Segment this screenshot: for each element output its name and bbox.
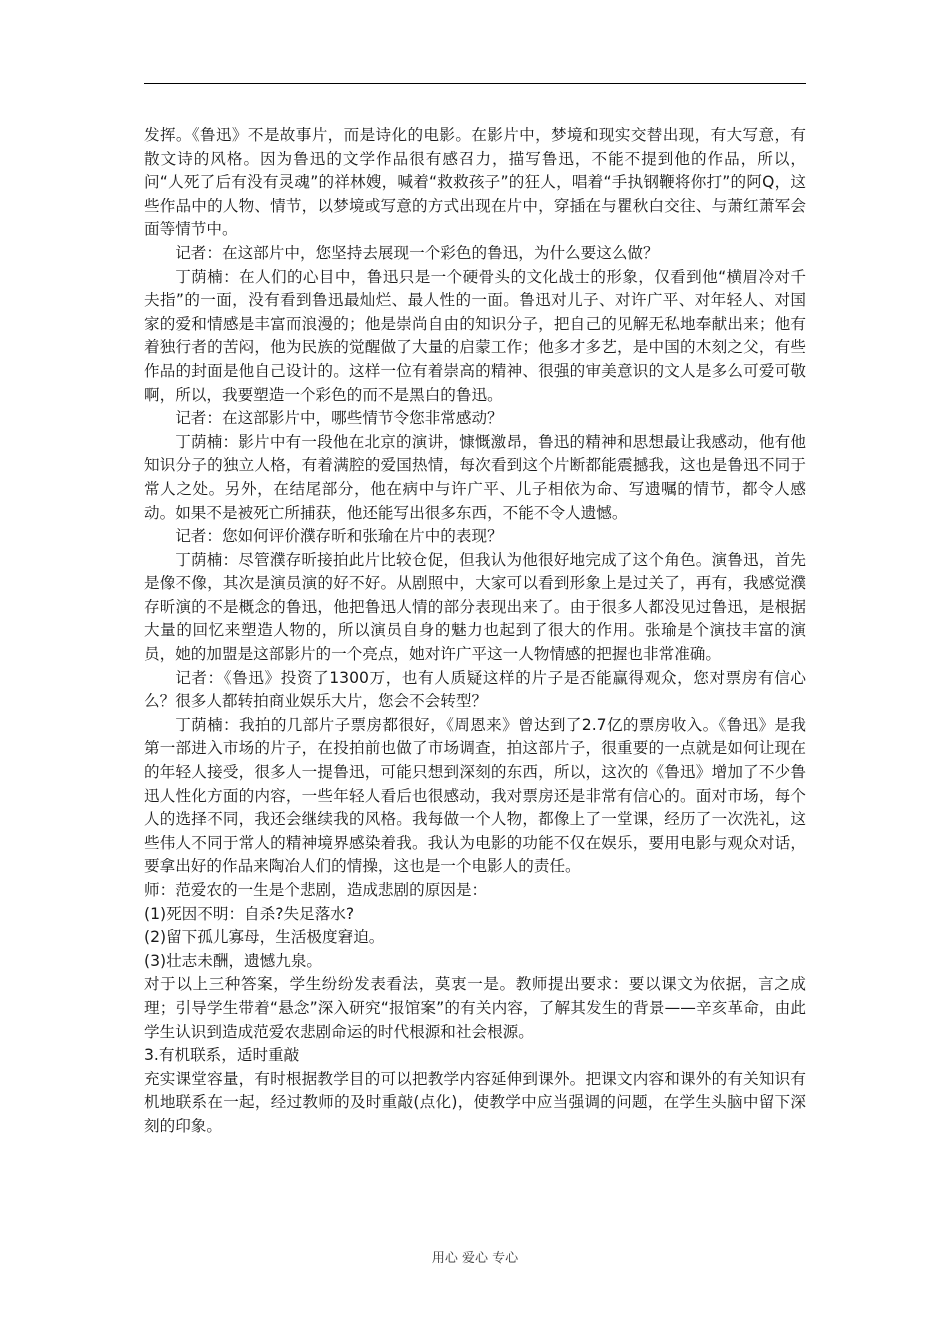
paragraph: 记者：在这部影片中，哪些情节令您非常感动？ (175, 409, 503, 428)
section-heading: 3.有机联系，适时重敲 (144, 1046, 300, 1065)
list-item: (3)壮志未酬，遗憾九泉。 (144, 951, 323, 970)
paragraph: 记者：《鲁迅》投资了1300万，也有人质疑这样的片子是否能赢得观众，您对票房有信心么？很多人都转拍商业娱乐大片，您会不会转型？ (144, 668, 806, 711)
paragraph: 记者：您如何评价濮存昕和张瑜在片中的表现？ (175, 527, 503, 546)
list-item: (2)留下孤儿寡母，生活极度窘迫。 (144, 928, 385, 947)
paragraph: 充实课堂容量，有时根据教学目的可以把教学内容延伸到课外。把课文内容和课外的有关知识有机地联系在一起，经过教师的及时重敲(点化)，使教学中应当强调的问题，在学生头脑中留下深刻的印象。 (144, 1069, 806, 1135)
paragraph: 丁荫楠：尽管濮存昕接拍此片比较仓促，但我认为他很好地完成了这个角色。演鲁迅，首先是像不像，其次是演员演的好不好。从剧照中，大家可以看到形象上是过关了，再有，我感觉濮存昕演的不是概念的鲁迅，他把鲁迅人情的部分表现出来了。由于很多人都没见过鲁迅，是根据大量的回忆来塑造人物的，所以演员自身的魅力也起到了很大的作用。张瑜是个演技丰富的演员，她的加盟是这部影片的一个亮点，她对许广平这一人物情感的把握也非常准确。 (144, 550, 806, 664)
paragraph: 丁荫楠：影片中有一段他在北京的演讲，慷慨激昂，鲁迅的精神和思想最让我感动，他有他知识分子的独立人格，有着满腔的爱国热情，每次看到这个片断都能震撼我，这也是鲁迅不同于常人之处。另外，在结尾部分，他在病中与许广平、儿子相依为命、写遗嘱的情节，都令人感动。如果不是被死亡所捕获，他还能写出很多东西，不能不令人遗憾。 (144, 432, 806, 522)
header-rule (144, 83, 806, 84)
paragraph: 师：范爱农的一生是个悲剧，造成悲剧的原因是： (144, 881, 488, 899)
paragraph: 丁荫楠：我拍的几部片子票房都很好，《周恩来》曾达到了2.7亿的票房收入。《鲁迅》是我第一部进入市场的片子，在投拍前也做了市场调查，拍这部片子，很重要的一点就是如何让现在的年轻人接受，很多人一提鲁迅，可能只想到深刻的东西，所以，这次的《鲁迅》增加了不少鲁迅人性化方面的内容，一些年轻人看后也很感动，我对票房还是非常有信心的。面对市场，每个人的选择不同，我还会继续我的风格。我每做一个人物，都像上了一堂课，经历了一次洗礼，这些伟人不同于常人的精神境界感染着我。我认为电影的功能不仅在娱乐，要用电影与观众对话，要拿出好的作品来陶冶人们的情操，这也是一个电影人的责任。 (144, 715, 806, 876)
paragraph: 丁荫楠：在人们的心目中，鲁迅只是一个硬骨头的文化战士的形象，仅看到他“横眉冷对千夫指”的一面，没有看到鲁迅最灿烂、最人性的一面。鲁迅对儿子、对许广平、对年轻人、对国家的爱和情感是丰富而浪漫的；他是崇尚自由的知识分子，把自己的见解无私地奉献出来；他有着独行者的苦闷，他为民族的觉醒做了大量的启蒙工作；他多才多艺，是中国的木刻之父，有些作品的封面是他自己设计的。这样一位有着崇高的精神、很强的审美意识的文人是多么可爱可敬啊，所以，我要塑造一个彩色的而不是黑白的鲁迅。 (144, 267, 806, 404)
paragraph: 发挥。《鲁迅》不是故事片，而是诗化的电影。在影片中，梦境和现实交替出现，有大写意，有散文诗的风格。因为鲁迅的文学作品很有感召力，描写鲁迅，不能不提到他的作品，所以，问“人死了后有没有灵魂”的祥林嫂，喊着“救救孩子”的狂人，唱着“手执钢鞭将你打”的阿Q，这些作品中的人物、情节，以梦境或写意的方式出现在片中，穿插在与瞿秋白交往、与萧红萧军会面等情节中。 (144, 126, 806, 239)
document-body (144, 124, 806, 1139)
paragraph: 对于以上三种答案，学生纷纷发表看法，莫衷一是。教师提出要求：要以课文为依据，言之成理；引导学生带着“悬念”深入研究“报馆案”的有关内容，了解其发生的背景——辛亥革命，由此学生认识到造成范爱农悲剧命运的时代根源和社会根源。 (144, 975, 806, 1041)
paragraph: 记者：在这部片中，您坚持去展现一个彩色的鲁迅，为什么要这么做？ (175, 243, 659, 262)
list-item: (1)死因不明：自杀?失足落水? (144, 904, 355, 923)
page-footer: 用心 爱心 专心 (431, 1251, 519, 1266)
